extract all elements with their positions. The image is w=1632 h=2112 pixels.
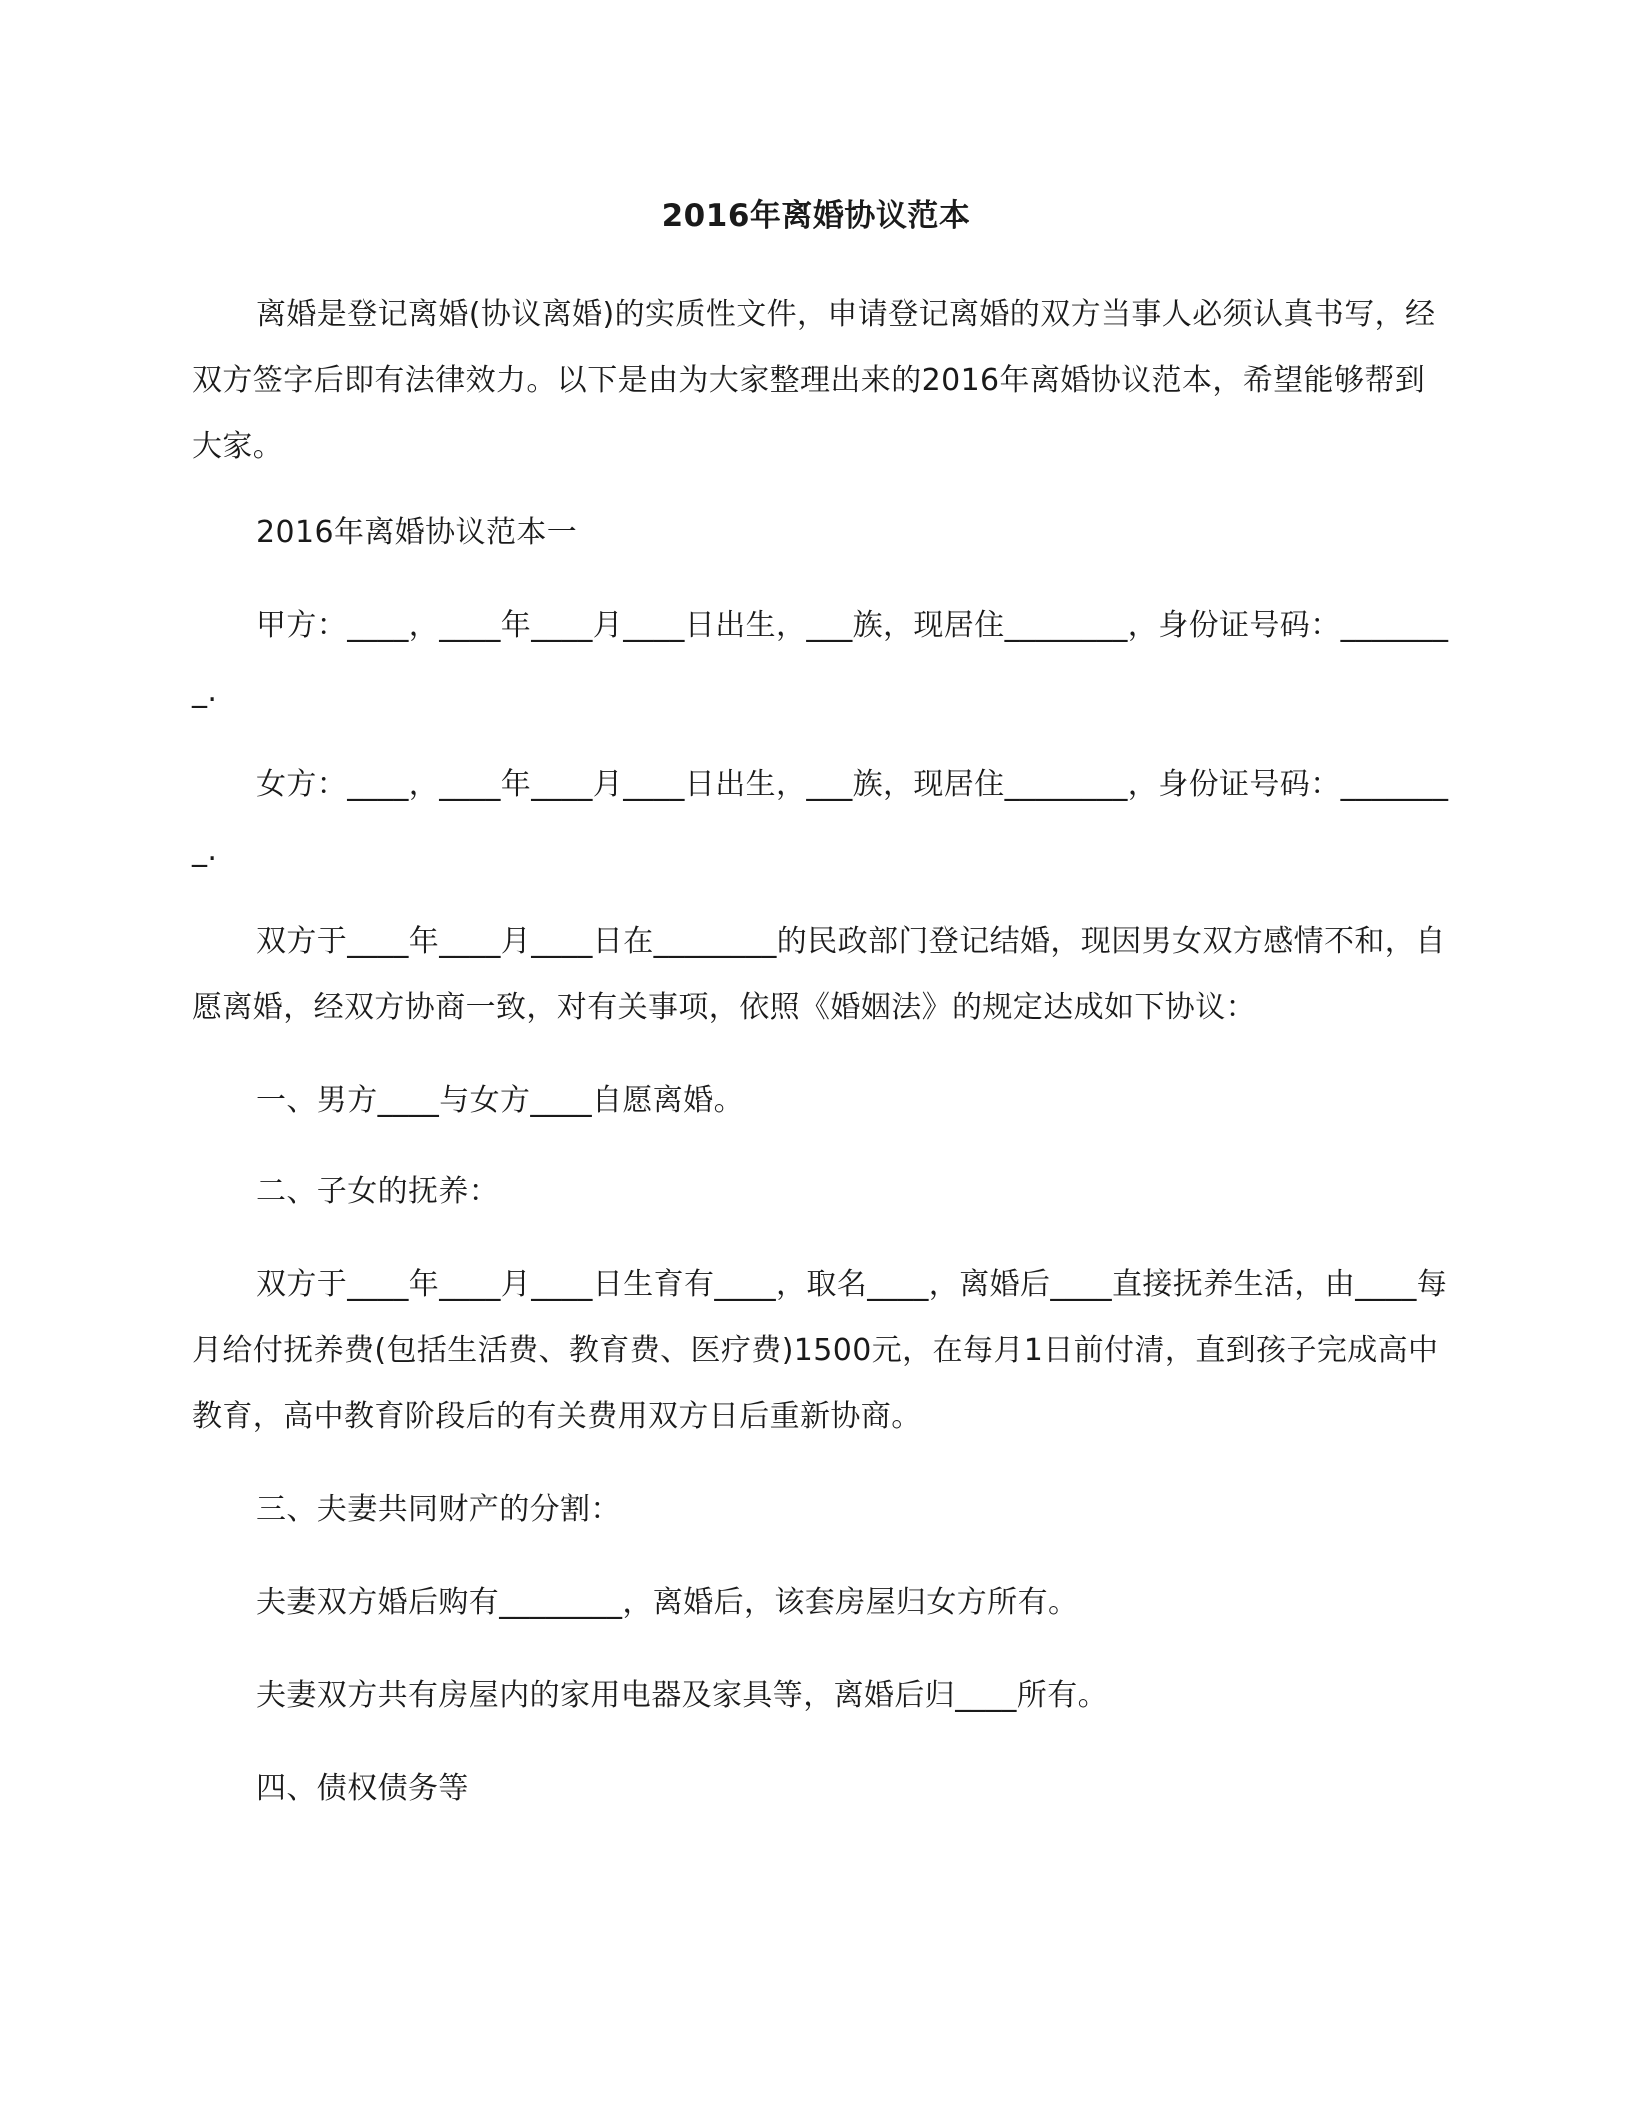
clause-three-heading: 三、夫妻共同财产的分割：	[256, 1492, 621, 1527]
section-heading-sample-one: 2016年离婚协议范本一	[256, 515, 578, 550]
document-title: 2016年离婚协议范本	[661, 198, 971, 234]
property-furniture-paragraph: 夫妻双方共有房屋内的家用电器及家具等，离婚后归____所有。	[256, 1678, 1108, 1713]
party-a-paragraph: 甲方：____，____年____月____日出生，___族，现居住________，身份证号码：________.	[192, 608, 1449, 709]
marriage-registration-paragraph: 双方于____年____月____日在________的民政部门登记结婚，现因男女双方感情不和，自愿离婚，经双方协商一致，对有关事项，依照《婚姻法》的规定达成如下协议：	[192, 924, 1446, 1025]
clause-two-heading: 二、子女的抚养：	[256, 1174, 500, 1209]
party-b-paragraph: 女方：____，____年____月____日出生，___族，现居住________，身份证号码：________.	[192, 767, 1449, 868]
property-house-paragraph: 夫妻双方婚后购有________，离婚后，该套房屋归女方所有。	[256, 1585, 1079, 1620]
clause-four-heading: 四、债权债务等	[256, 1771, 469, 1806]
intro-paragraph: 离婚是登记离婚(协议离婚)的实质性文件，申请登记离婚的双方当事人必须认真书写，经双方签字后即有法律效力。以下是由为大家整理出来的2016年离婚协议范本，希望能够帮到大家。	[192, 297, 1436, 464]
child-support-paragraph: 双方于____年____月____日生育有____，取名____，离婚后____直接抚养生活，由____每月给付抚养费(包括生活费、教育费、医疗费)1500元，在每月1日前付清，直到孩子完成高中教育，高中教育阶段后的有关费用双方日后重新协商。	[192, 1267, 1448, 1434]
clause-one: 一、男方____与女方____自愿离婚。	[256, 1083, 744, 1118]
